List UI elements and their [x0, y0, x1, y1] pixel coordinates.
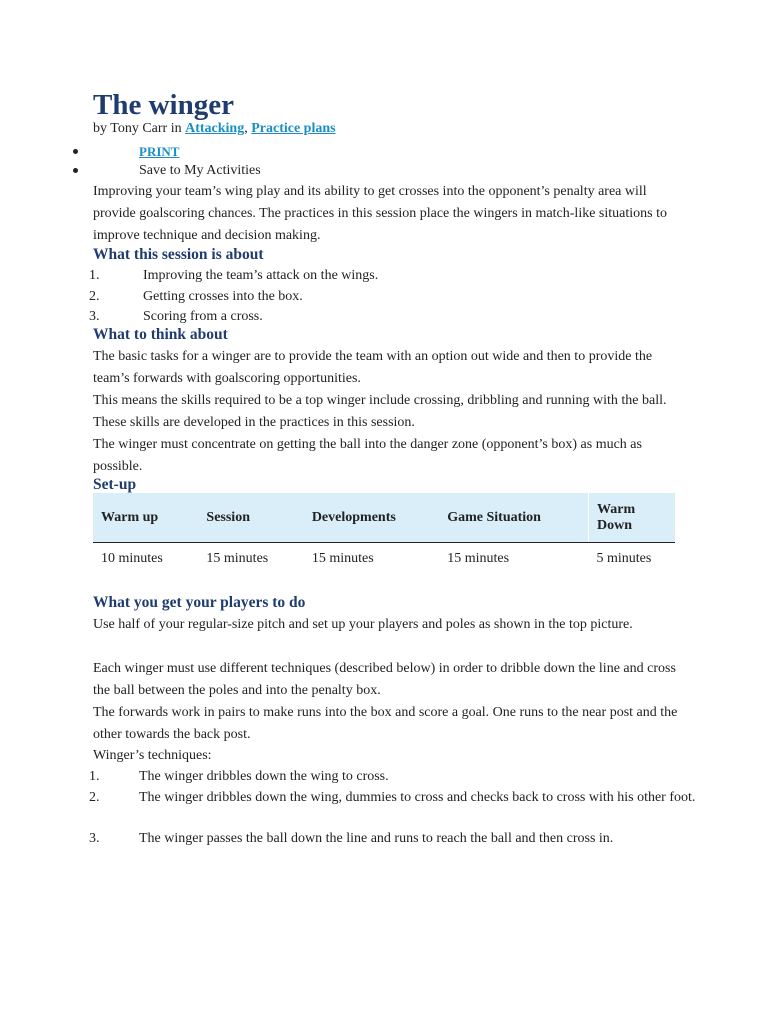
category-link-practice-plans[interactable]: Practice plans	[251, 121, 336, 136]
table-cell: 15 minutes	[311, 551, 374, 566]
print-link[interactable]: PRINT	[139, 144, 180, 159]
list-number: 1.	[89, 268, 100, 283]
table-header: Game Situation	[439, 493, 588, 543]
section-heading-setup: Set-up	[93, 476, 137, 493]
list-text: The winger passes the ball down the line and runs to reach the ball and then cross in.	[139, 831, 614, 846]
byline-separator: ,	[244, 121, 252, 136]
table-header: Warm up	[93, 493, 198, 543]
table-header: Warm Down	[589, 493, 676, 543]
list-text: Scoring from a cross.	[143, 309, 263, 324]
list-text: The winger dribbles down the wing, dummies to cross and checks back to cross with his other foot.	[139, 790, 696, 805]
think-paragraph: The winger must concentrate on getting the ball into the danger zone (opponent’s box) as much as possible.	[93, 437, 642, 474]
think-paragraph: The basic tasks for a winger are to provide the team with an option out wide and then to provide the team’s forwards with goalscoring opportunities.	[93, 349, 653, 386]
list-number: 3.	[89, 309, 100, 324]
list-text: The winger dribbles down the wing to cross.	[139, 769, 389, 784]
players-paragraph: Use half of your regular-size pitch and set up your players and poles as shown in the top picture.	[93, 617, 633, 632]
article-title: The winger	[93, 89, 234, 121]
table-header: Developments	[304, 493, 439, 543]
players-paragraph: Winger’s techniques:	[93, 748, 212, 763]
players-paragraph: Each winger must use different techniques (described below) in order to dribble down the line and cross the ball between the poles and into the penalty box.	[93, 661, 676, 698]
think-paragraph: This means the skills required to be a top winger include crossing, dribbling and running with the ball. These skills are developed in the practices in this session.	[93, 393, 667, 430]
list-number: 3.	[89, 831, 100, 846]
byline	[93, 120, 336, 138]
byline-author: by Tony Carr in	[93, 121, 186, 136]
list-number: 2.	[89, 289, 100, 304]
table-row	[93, 543, 675, 596]
bullet-dot	[73, 168, 78, 173]
players-paragraph: The forwards work in pairs to make runs into the box and score a goal. One runs to the near post and the other towards the back post.	[93, 705, 678, 742]
list-text: Getting crosses into the box.	[143, 289, 303, 304]
table-header-row	[93, 493, 675, 543]
table-cell: 5 minutes	[596, 551, 652, 566]
table-cell: 10 minutes	[101, 551, 163, 566]
table-cell: 15 minutes	[447, 551, 510, 566]
list-number: 2.	[89, 790, 100, 805]
category-link-attacking[interactable]: Attacking	[185, 121, 245, 136]
section-heading-think: What to think about	[93, 326, 228, 343]
save-to-activities-link[interactable]: Save to My Activities	[139, 163, 261, 178]
bullet-dot	[73, 149, 78, 154]
list-number: 1.	[89, 769, 100, 784]
setup-table	[93, 493, 675, 595]
section-heading-about: What this session is about	[93, 246, 264, 263]
table-cell: 15 minutes	[206, 551, 269, 566]
intro-paragraph: Improving your team’s wing play and its ability to get crosses into the opponent’s penalty area will provide goalscoring chances. The practices in this session place the wingers in match-like situations to improve technique and decision making.	[93, 184, 667, 243]
section-heading-players: What you get your players to do	[93, 594, 306, 611]
list-text: Improving the team’s attack on the wings.	[143, 268, 379, 283]
table-header: Session	[198, 493, 303, 543]
